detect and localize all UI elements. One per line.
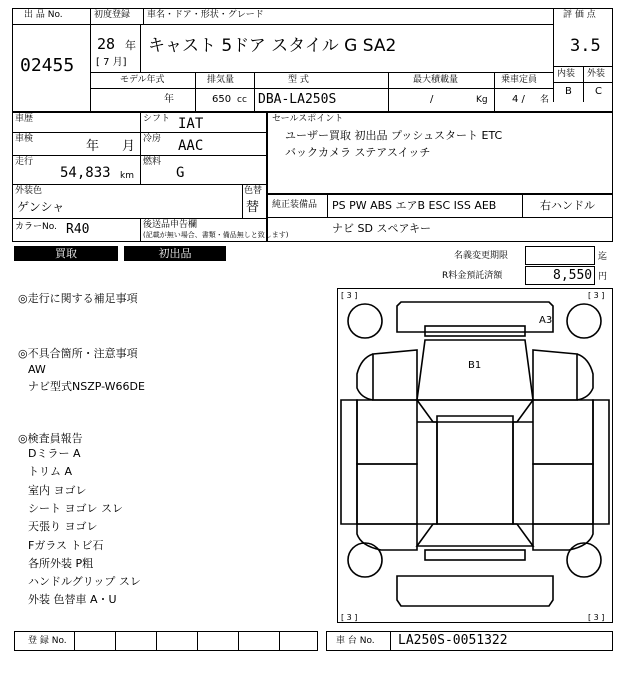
shift-value: IAT: [178, 116, 204, 132]
rear-bumper: [397, 576, 553, 606]
left-rear-door: [357, 464, 417, 524]
tire-front-right: [567, 304, 601, 338]
history-label: 車歴: [15, 114, 34, 124]
tire-rear-right: [567, 543, 601, 577]
left-front-fender: [373, 350, 417, 400]
left-side-front: [357, 354, 373, 400]
left-front-door: [357, 400, 417, 464]
inspection-year: 年: [86, 139, 100, 154]
car-diagram: [337, 288, 613, 623]
defect-item: ナビ型式NSZP-W66DE: [28, 380, 145, 393]
yen-unit: 円: [598, 272, 608, 282]
rear-glass: [417, 524, 533, 546]
sales-point-line-1: ユーザー買取 初出品 プッシュスタート ETC: [285, 129, 503, 142]
tire-tread-front-left: [ 3 ]: [341, 291, 358, 300]
equipment-value: PS PW ABS エアB ESC ISS AEB: [332, 199, 497, 212]
inspector-item: Fガラス トビ石: [28, 539, 104, 552]
color-label: 外装色: [15, 186, 43, 196]
capacity-value: 4 /: [512, 94, 525, 105]
inspector-item: トリム A: [28, 465, 73, 478]
model-year-unit: 年: [164, 94, 174, 105]
tire-front-left: [348, 304, 382, 338]
inspector-item: シート ヨゴレ スレ: [28, 502, 123, 515]
inspector-item: Dミラー A: [28, 447, 81, 460]
displacement-label: 排気量: [207, 75, 235, 85]
registration-number-label: 登 録 No.: [28, 636, 67, 646]
score-value: 3.5: [570, 36, 601, 56]
shift-label: シフト: [143, 114, 171, 124]
lot-number: 02455: [20, 55, 75, 76]
cc-unit: cc: [237, 95, 247, 105]
right-front-fender: [533, 350, 577, 400]
aftermarket-note: (記載が無い場合、書類・備品無しと致します): [143, 231, 289, 239]
right-rear-door: [533, 464, 593, 524]
equipment-value-2: ナビ SD スペアキー: [332, 222, 432, 235]
name-change-unit: 迄: [598, 252, 608, 262]
mileage-value: 54,833: [60, 165, 111, 181]
damage-mark-b1: B1: [468, 360, 482, 371]
model-type-label: 型 式: [288, 75, 309, 85]
car-name: キャスト 5ドア スタイル G SA2: [148, 36, 397, 56]
load-label: 最大積載量: [413, 75, 459, 85]
first-listing-badge: 初出品: [124, 246, 226, 261]
capacity-label: 乗車定員: [501, 75, 538, 85]
name-change-box: [525, 246, 595, 265]
inspector-item: ハンドルグリップ スレ: [28, 575, 141, 588]
right-rear-quarter: [533, 524, 593, 550]
load-value: /: [430, 94, 434, 105]
fuel-label: 燃料: [143, 157, 162, 167]
recolor-value: 替: [246, 200, 260, 215]
sales-points-label: セールスポイント: [272, 114, 344, 124]
capacity-unit: 名: [540, 95, 550, 105]
car-name-label: 車名・ドア・形状・グレード: [147, 10, 264, 20]
exterior-label: 外装: [587, 69, 606, 79]
tire-tread-rear-right: [ 3 ]: [588, 613, 605, 622]
score-label: 評 価 点: [563, 10, 596, 20]
left-sill: [341, 400, 357, 524]
inspection-label: 車検: [15, 134, 34, 144]
defects-title: ◎不具合箇所・注意事項: [18, 347, 138, 360]
km-unit: km: [120, 171, 134, 181]
recolor-label: 色替: [244, 186, 263, 196]
equipment-label: 純正装備品: [272, 200, 318, 210]
inspector-item: 外装 色替車 A・U: [28, 593, 117, 606]
right-pillars: [513, 422, 533, 524]
tire-tread-front-right: [ 3 ]: [588, 291, 605, 300]
name-change-label: 名義変更期限: [454, 251, 509, 261]
ac-label: 冷房: [143, 134, 162, 144]
registration-label: 初度登録: [94, 10, 131, 20]
year-unit: 年: [125, 39, 136, 52]
lot-label: 出 品 No.: [24, 10, 63, 20]
fuel-value: G: [176, 165, 185, 181]
registration-year: 28: [97, 35, 116, 53]
interior-label: 内装: [557, 69, 576, 79]
chassis-number: LA250S-0051322: [398, 633, 508, 648]
windshield: [417, 400, 533, 422]
left-rear-quarter: [357, 524, 417, 550]
interior-grade: B: [565, 86, 572, 97]
displacement-value: 650: [212, 94, 232, 105]
aftermarket-label: 後送品申告欄: [143, 220, 198, 230]
model-year-label: モデル年式: [120, 75, 165, 85]
inspector-item: 各所外装 P粗: [28, 557, 94, 570]
recycle-value: 8,550: [553, 268, 593, 283]
tire-tread-rear-left: [ 3 ]: [341, 613, 358, 622]
color-value: ゲンシャ: [17, 200, 65, 214]
defect-item: AW: [28, 363, 46, 376]
mileage-label: 走行: [15, 157, 34, 167]
inspector-title: ◎検査員報告: [18, 432, 83, 445]
damage-mark-a3: A3: [539, 315, 553, 326]
sales-point-line-2: バックカメラ ステアスイッチ: [285, 146, 431, 159]
color-no-value: R40: [66, 222, 90, 237]
front-bumper: [397, 302, 553, 332]
registration-month: [ 7 月]: [96, 57, 127, 68]
handle-value: 右ハンドル: [540, 199, 595, 212]
ac-value: AAC: [178, 138, 204, 154]
buy-badge: 買取: [14, 246, 118, 261]
inspector-item: 室内 ヨゴレ: [28, 484, 87, 497]
front-grille: [425, 326, 525, 336]
tire-rear-left: [348, 543, 382, 577]
rear-garnish: [425, 550, 525, 560]
left-pillars: [417, 422, 437, 524]
exterior-grade: C: [595, 86, 602, 97]
chassis-number-label: 車 台 No.: [336, 636, 375, 646]
right-sill: [593, 400, 609, 524]
roof: [437, 416, 513, 524]
inspector-item: 天張り ヨゴレ: [28, 520, 98, 533]
inspection-month: 月: [122, 139, 136, 154]
right-side-front: [577, 354, 593, 400]
color-no-label: カラーNo.: [15, 222, 57, 232]
right-front-door: [533, 400, 593, 464]
model-code: DBA-LA250S: [258, 92, 337, 107]
recycle-label: R料金預託済額: [442, 271, 503, 281]
driving-notes-title: ◎走行に関する補足事項: [18, 292, 138, 305]
kg-unit: Kg: [476, 95, 488, 105]
